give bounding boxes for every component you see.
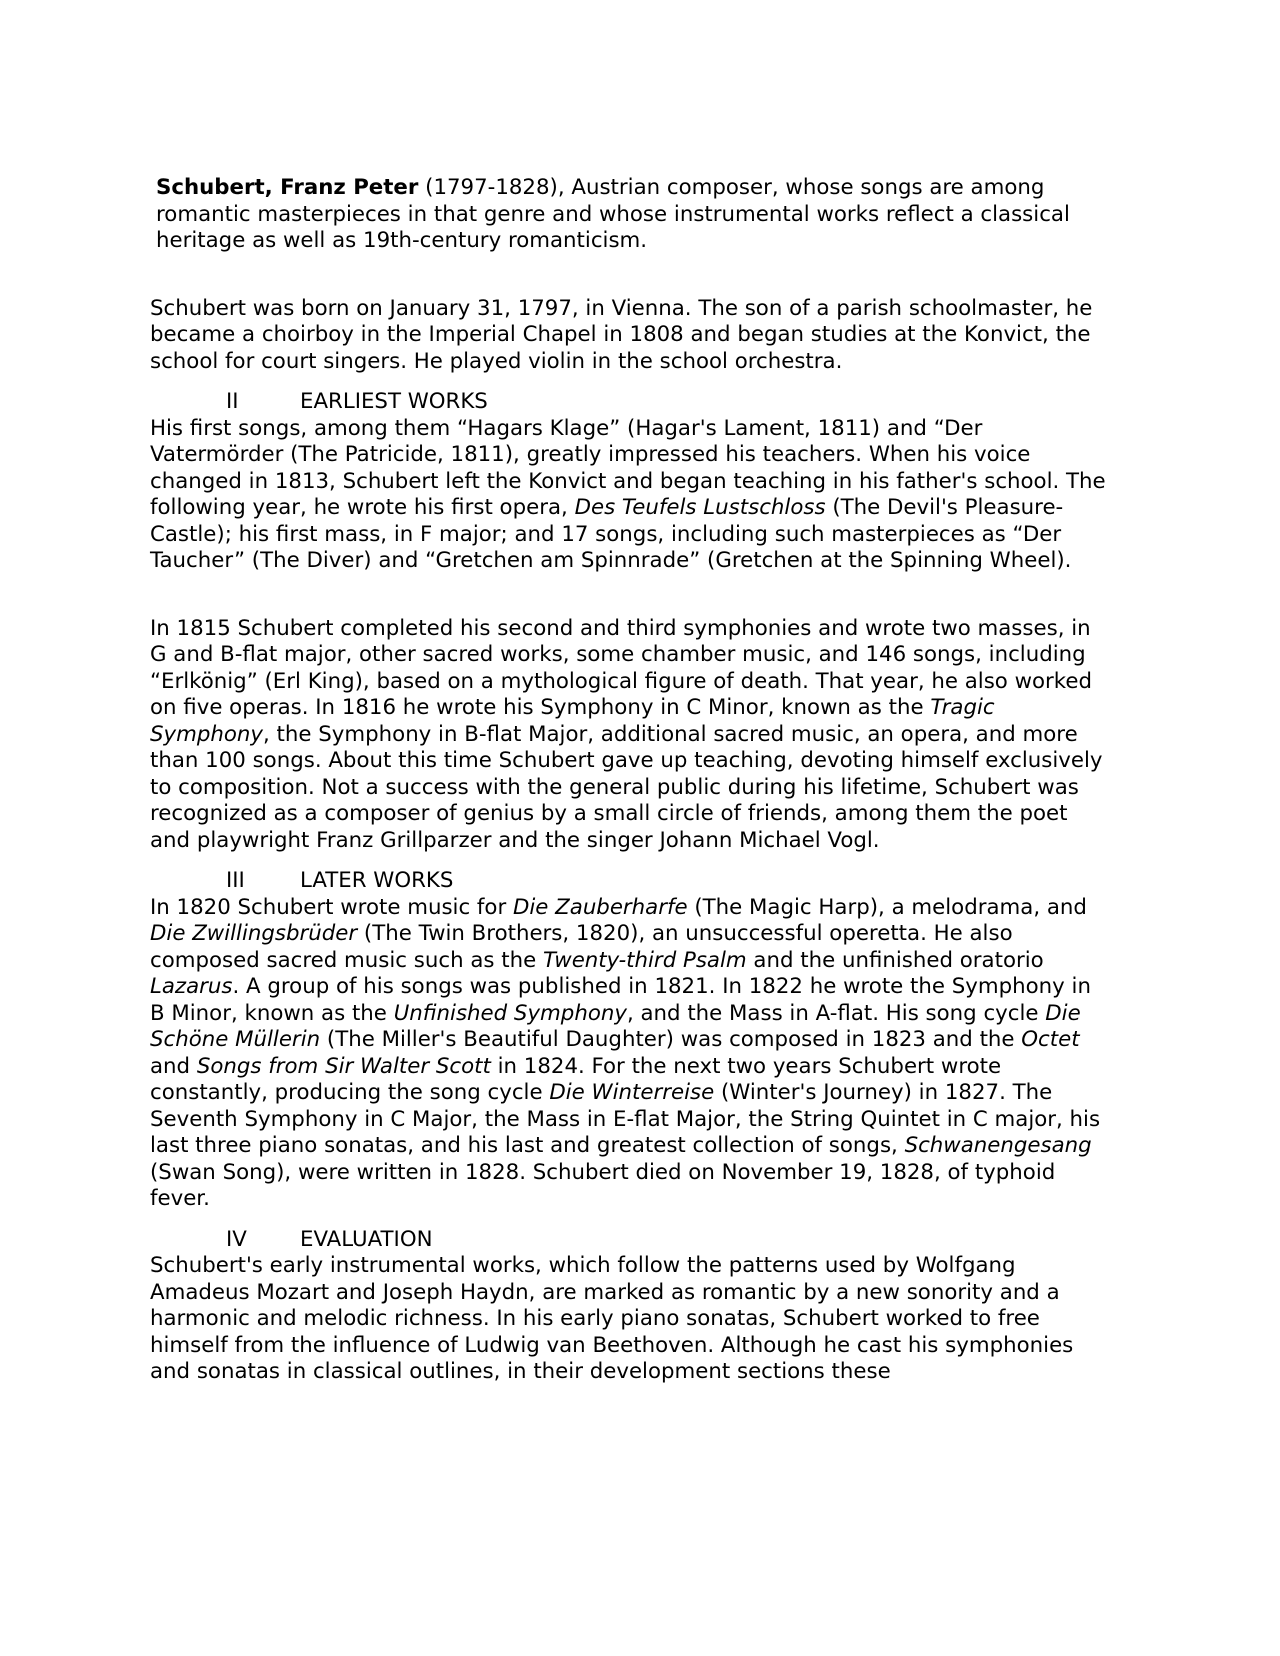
text-run: , and the Mass in A-flat. His song cycle bbox=[626, 1000, 1046, 1026]
section-heading-earliest-works bbox=[150, 389, 1110, 416]
work-title: Die Zauberharfe bbox=[512, 894, 688, 920]
text-run: . A group of his songs was published in 1821. In 1822 he wrote the Symphony in B Minor, known as the bbox=[150, 974, 1091, 1026]
text-run: (The Twin Brothers, 1820), an unsuccessful operetta. He also composed sacred music such as the bbox=[150, 921, 1013, 973]
work-title: Die Schöne Müllerin bbox=[150, 1000, 1081, 1052]
section-heading-evaluation bbox=[150, 1227, 1110, 1254]
section-title: EARLIEST WORKS bbox=[300, 389, 488, 414]
text-run: , the Symphony in B-flat Major, additional sacred music, an opera, and more than 100 songs. About this time Schubert gave up teaching, devoting himself exclusively to composition. Not a success with the general public during his lifetime, Schubert was recognized as a composer of genius by a small circle of friends, among them the poet and playwright Franz Grillparzer and the singer Johann Michael Vogl. bbox=[150, 721, 1103, 853]
section-number: III bbox=[226, 868, 245, 893]
text-run: In 1820 Schubert wrote music for bbox=[150, 894, 513, 920]
text-run: In 1815 Schubert completed his second and third symphonies and wrote two masses, in G and B-flat major, other sacred works, some chamber music, and 146 songs, including “Erlkönig” (Erl King), based on a mythological figure of death. That year, he also worked on five operas. In 1816 he wrote his Symphony in C Minor, known as the bbox=[150, 615, 1092, 720]
section-heading-later-works bbox=[150, 868, 1110, 895]
work-title: Twenty-third Psalm bbox=[543, 947, 747, 973]
work-title: Tragic Symphony bbox=[150, 695, 995, 747]
text-run: (The Devil's Pleasure-Castle); his first mass, in F major; and 17 songs, including such masterpieces as “Der Taucher” (The Diver) and “Gretchen am Spinnrade” (Gretchen at the Spinning Wheel). bbox=[150, 495, 1072, 573]
evaluation-paragraph: Schubert's early instrumental works, which follow the patterns used by Wolfgang Amadeus Mozart and Joseph Haydn, are marked as romantic by a new sonority and a harmonic and melodic richness. In his early piano sonatas, Schubert worked to free himself from the influence of Ludwig van Beethoven. Although he cast his symphonies and sonatas in classical outlines, in their development sections these bbox=[150, 1253, 1074, 1384]
intro-paragraph bbox=[150, 175, 1110, 255]
section-number: II bbox=[226, 389, 239, 414]
text-run: His first songs, among them “Hagars Klage” (Hagar's Lament, 1811) and “Der Vatermörder (The Patricide, 1811), greatly impressed his teachers. When his voice changed in 1813, Schubert left the Konvict and began teaching in his father's school. The following year, he wrote his first opera, bbox=[150, 415, 1106, 520]
text-run: and the unfinished oratorio bbox=[746, 947, 1044, 973]
document-page bbox=[150, 175, 1110, 1386]
work-title: Die Winterreise bbox=[549, 1080, 715, 1105]
work-title: Die Zwillingsbrüder bbox=[150, 921, 358, 946]
work-title: Schwanengesang bbox=[904, 1133, 1092, 1158]
early-career-paragraph bbox=[150, 616, 1110, 855]
birth-paragraph: Schubert was born on January 31, 1797, in Vienna. The son of a parish schoolmaster, he became a choirboy in the Imperial Chapel in 1808 and began studies at the Konvict, the school for court singers. He played violin in the school orchestra. bbox=[150, 295, 1093, 374]
work-title: Lazarus bbox=[150, 974, 233, 999]
text-run: (Swan Song), were written in 1828. Schubert died on November 19, 1828, of typhoid fever. bbox=[150, 1159, 1056, 1211]
work-title: Octet bbox=[1021, 1027, 1080, 1052]
text-run: in 1824. For the next two years Schubert wrote constantly, producing the song cycle bbox=[150, 1053, 1002, 1105]
text-run: (The Miller's Beautiful Daughter) was composed in 1823 and the bbox=[320, 1027, 1022, 1052]
work-title: Unfinished Symphony bbox=[393, 1000, 627, 1026]
intro-text: (1797-1828), Austrian composer, whose songs are among romantic masterpieces in that genre and whose instrumental works reflect a classical heritage as well as 19th-century romanticism. bbox=[156, 175, 1070, 253]
section-title: EVALUATION bbox=[300, 1226, 433, 1252]
work-title: Songs from Sir Walter Scott bbox=[196, 1053, 491, 1079]
later-works-paragraph bbox=[150, 895, 1110, 1213]
text-run: (The Magic Harp), a melodrama, and bbox=[687, 894, 1087, 920]
section-title: LATER WORKS bbox=[300, 868, 454, 893]
earliest-works-paragraph bbox=[150, 416, 1110, 575]
text-run: and bbox=[150, 1053, 197, 1079]
text-run: (Winter's Journey) in 1827. The Seventh Symphony in C Major, the Mass in E-flat Major, the String Quintet in C major, his last three piano sonatas, and his last and greatest collection of songs, bbox=[150, 1080, 1101, 1158]
section-number: IV bbox=[226, 1226, 247, 1252]
subject-name: Schubert, Franz Peter bbox=[156, 175, 419, 200]
work-title: Des Teufels Lustschloss bbox=[574, 495, 826, 520]
